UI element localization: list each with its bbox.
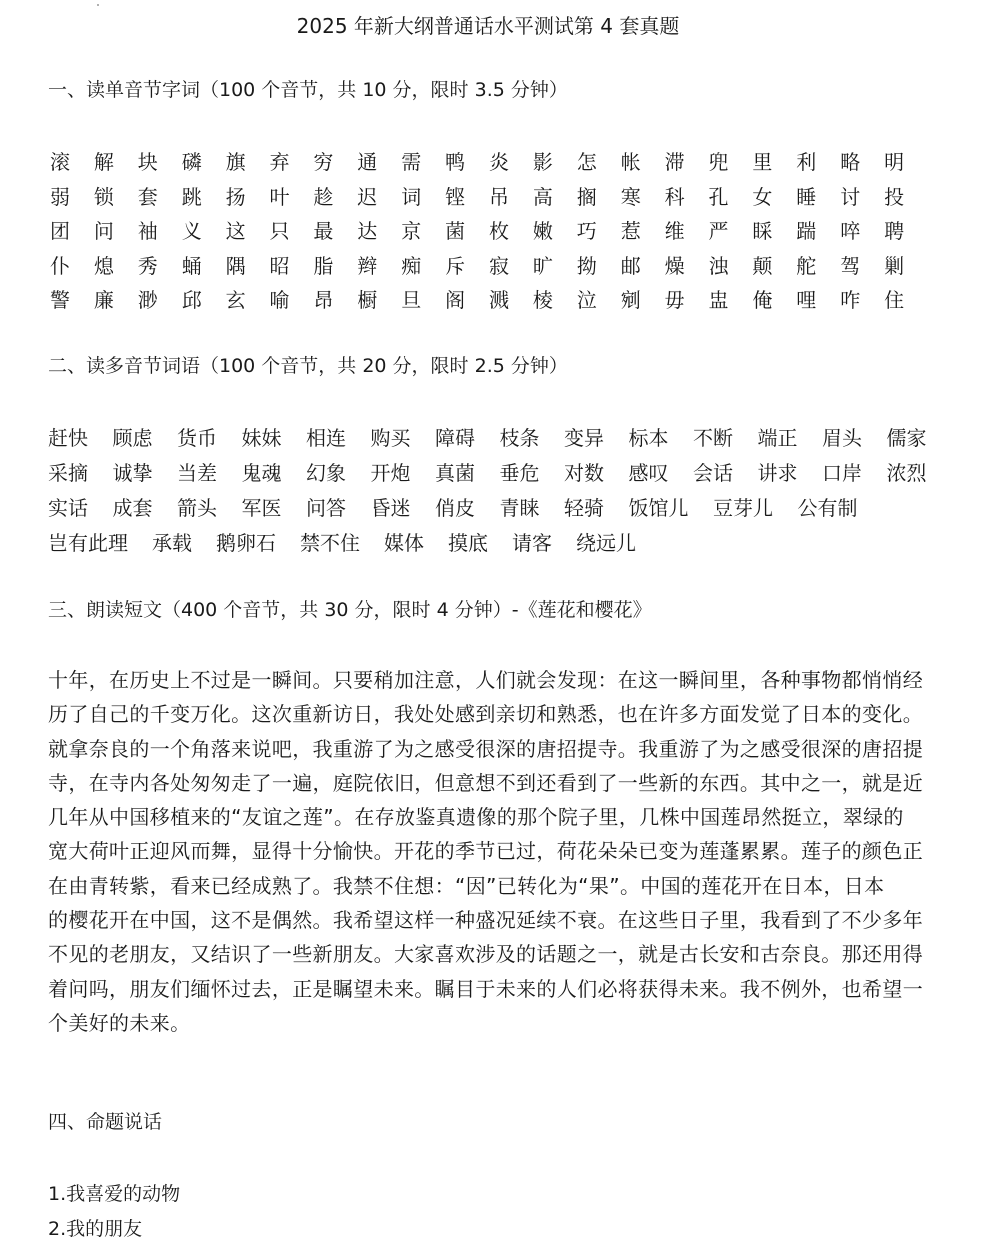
syllable-char: 寂 bbox=[489, 253, 509, 278]
passage-line: 不见的老朋友，又结识了一些新朋友。大家喜欢涉及的话题之一，就是古长安和古奈良。那还用得 bbox=[48, 942, 924, 967]
passage-line: 十年，在历史上不过是一瞬间。只要稍加注意，人们就会发现：在这一瞬间里，各种事物都悄悄经 bbox=[48, 668, 924, 692]
passage-line: 历了自己的千变万化。这次重新访日，我处处感到亲切和熟悉，也在许多方面发觉了日本的变化。 bbox=[48, 702, 924, 727]
section1-heading: 一、读单音节字词（100 个音节，共 10 分，限时 3.5 分钟） bbox=[48, 79, 568, 101]
syllable-char: 燥 bbox=[664, 253, 685, 278]
syllable-char: 旷 bbox=[532, 253, 553, 278]
syllable-char: 鸭 bbox=[445, 150, 466, 174]
vocab-word: 采摘 bbox=[48, 461, 88, 485]
passage-line: 的樱花开在中国，这不是偶然。我希望这样一种盛况延续不衰。在这些日子里，我看到了不少多年 bbox=[48, 908, 924, 933]
syllable-char: 兜 bbox=[708, 150, 729, 174]
word-row bbox=[48, 459, 951, 494]
syllable-char: 昂 bbox=[313, 288, 334, 313]
syllable-char: 词 bbox=[401, 184, 422, 209]
syllable-char: 盅 bbox=[708, 288, 729, 313]
section3-heading: 三、朗读短文（400 个音节，共 30 分，限时 4 分钟）-《莲花和樱花》 bbox=[48, 599, 652, 621]
syllable-char: 嫩 bbox=[532, 219, 553, 244]
vocab-word: 问答 bbox=[306, 496, 346, 520]
vocab-word: 箭头 bbox=[177, 496, 217, 520]
vocab-word: 变异 bbox=[564, 426, 604, 450]
syllable-char: 套 bbox=[137, 184, 158, 209]
syllable-char: 只 bbox=[269, 219, 290, 244]
vocab-word: 摸底 bbox=[448, 531, 488, 555]
syllable-char: 女 bbox=[752, 184, 773, 209]
vocab-word: 请客 bbox=[512, 531, 552, 555]
syllable-char: 袖 bbox=[137, 219, 158, 244]
syllable-char: 蛹 bbox=[181, 253, 202, 278]
syllable-char: 住 bbox=[884, 288, 905, 313]
vocab-word: 枝条 bbox=[499, 426, 540, 450]
syllable-char: 啐 bbox=[840, 219, 861, 244]
scan-dot bbox=[97, 4, 99, 6]
syllable-char: 旦 bbox=[401, 288, 422, 313]
syllable-char: 寒 bbox=[620, 184, 641, 209]
syllable-char: 吊 bbox=[489, 184, 509, 209]
syllable-char: 科 bbox=[664, 184, 685, 209]
syllable-char: 达 bbox=[357, 219, 378, 244]
syllable-char: 京 bbox=[401, 219, 422, 244]
passage-line: 几年从中国移植来的“友谊之莲”。在存放鉴真遗像的那个院子里，几株中国莲昂然挺立，翠绿的 bbox=[48, 805, 904, 830]
syllable-char: 玄 bbox=[225, 288, 246, 313]
vocab-word: 妹妹 bbox=[241, 426, 282, 450]
syllable-char: 严 bbox=[708, 219, 729, 244]
syllable-char: 锁 bbox=[93, 184, 114, 209]
syllable-char: 需 bbox=[401, 150, 422, 174]
syllable-char: 隅 bbox=[225, 253, 246, 278]
syllable-char: 投 bbox=[884, 184, 905, 209]
vocab-word: 对数 bbox=[564, 461, 604, 485]
syllable-char: 迟 bbox=[357, 184, 378, 209]
syllable-char: 熄 bbox=[93, 253, 114, 278]
syllable-char: 毋 bbox=[664, 288, 685, 313]
vocab-word: 军医 bbox=[241, 496, 282, 520]
reading-passage bbox=[48, 663, 932, 1040]
word-row bbox=[48, 494, 951, 529]
syllable-char: 邮 bbox=[620, 253, 641, 278]
syllable-char: 仆 bbox=[50, 253, 70, 278]
vocab-word: 垂危 bbox=[499, 461, 540, 485]
syllable-char: 秀 bbox=[137, 253, 158, 278]
vocab-word: 感叹 bbox=[628, 461, 669, 485]
syllable-char: 弃 bbox=[269, 150, 290, 174]
vocab-word: 顾虑 bbox=[112, 426, 153, 450]
section2-heading: 二、读多音节词语（100 个音节，共 20 分，限时 2.5 分钟） bbox=[48, 355, 568, 377]
syllable-char: 睬 bbox=[752, 219, 773, 244]
speaking-topic-2: 2.我的朋友 bbox=[48, 1218, 143, 1240]
page-title: 2025 年新大纲普通话水平测试第 4 套真题 bbox=[296, 14, 680, 38]
syllable-char: 弱 bbox=[50, 184, 70, 209]
syllable-char: 颠 bbox=[752, 253, 773, 278]
vocab-word: 实话 bbox=[48, 496, 88, 520]
syllable-char: 咋 bbox=[840, 288, 861, 313]
vocab-word: 端正 bbox=[757, 426, 798, 450]
vocab-word: 障碍 bbox=[435, 426, 475, 450]
syllable-char: 惹 bbox=[620, 219, 641, 244]
vocab-word: 讲求 bbox=[757, 461, 798, 485]
syllable-char: 磷 bbox=[181, 150, 202, 174]
syllable-char: 橱 bbox=[357, 288, 378, 313]
syllable-char: 维 bbox=[664, 219, 685, 244]
vocab-word: 俏皮 bbox=[435, 496, 475, 520]
syllable-char: 驾 bbox=[840, 253, 861, 278]
vocab-word: 儒家 bbox=[886, 426, 927, 450]
vocab-word: 赶快 bbox=[48, 426, 88, 450]
syllable-char: 喻 bbox=[269, 288, 290, 313]
syllable-char: 炎 bbox=[489, 150, 509, 174]
syllable-char: 脂 bbox=[313, 253, 334, 278]
vocab-word: 鬼魂 bbox=[241, 461, 282, 485]
syllable-char: 影 bbox=[532, 150, 553, 174]
word-row bbox=[48, 529, 951, 564]
vocab-word: 开炮 bbox=[370, 461, 411, 485]
syllable-char: 辫 bbox=[357, 253, 378, 278]
vocab-word: 标本 bbox=[628, 426, 669, 450]
syllable-char: 高 bbox=[532, 184, 553, 209]
syllable-char: 帐 bbox=[620, 150, 641, 174]
syllable-char: 阁 bbox=[445, 288, 466, 313]
syllable-char: 哩 bbox=[796, 288, 817, 313]
syllable-char: 舵 bbox=[796, 253, 817, 278]
vocab-word: 货币 bbox=[177, 426, 217, 450]
syllable-char: 巧 bbox=[576, 219, 597, 244]
vocab-word: 轻骑 bbox=[564, 496, 604, 520]
syllable-char: 邱 bbox=[181, 288, 202, 313]
vocab-word: 当差 bbox=[177, 461, 217, 485]
vocab-word: 诚挚 bbox=[112, 461, 153, 485]
vocab-word: 绕远儿 bbox=[576, 531, 636, 555]
vocab-word: 不断 bbox=[693, 426, 733, 450]
syllable-char: 这 bbox=[225, 219, 246, 244]
vocab-word: 眉头 bbox=[822, 426, 862, 450]
passage-line: 寺，在寺内各处匆匆走了一遍，庭院依旧，但意想不到还看到了一些新的东西。其中之一，就是近 bbox=[48, 770, 924, 795]
syllable-char: 痴 bbox=[401, 253, 422, 278]
vocab-word: 购买 bbox=[370, 426, 411, 450]
vocab-word: 饭馆儿 bbox=[628, 496, 689, 520]
syllable-char: 昭 bbox=[269, 253, 290, 278]
speaking-topic-1: 1.我喜爱的动物 bbox=[48, 1183, 181, 1205]
syllable-char: 滞 bbox=[664, 150, 685, 174]
word-row bbox=[48, 424, 951, 459]
vocab-word: 真菌 bbox=[435, 461, 475, 485]
syllable-char: 讨 bbox=[840, 184, 861, 209]
vocab-word: 口岸 bbox=[822, 461, 862, 485]
syllable-char: 扬 bbox=[225, 184, 246, 209]
syllable-char: 菌 bbox=[445, 219, 466, 244]
syllable-char: 跳 bbox=[181, 184, 202, 209]
vocab-word: 相连 bbox=[306, 426, 346, 450]
passage-line: 在由青转紫，看来已经成熟了。我禁不住想：“因”已转化为“果”。中国的莲花开在日本，日本 bbox=[48, 873, 885, 898]
syllable-char: 廉 bbox=[93, 288, 114, 313]
syllable-char: 渺 bbox=[137, 288, 158, 313]
section4-heading: 四、命题说话 bbox=[48, 1111, 163, 1133]
vocab-word: 青睐 bbox=[499, 496, 540, 520]
vocab-word: 媒体 bbox=[384, 531, 424, 555]
syllable-char: 怎 bbox=[576, 150, 597, 174]
syllable-char: 利 bbox=[796, 150, 817, 174]
vocab-word: 公有制 bbox=[797, 496, 858, 520]
syllable-char: 睡 bbox=[796, 184, 817, 209]
vocab-word: 禁不住 bbox=[300, 531, 360, 555]
vocab-word: 会话 bbox=[693, 461, 733, 485]
syllable-char: 团 bbox=[50, 219, 70, 244]
syllable-char: 枚 bbox=[489, 219, 509, 244]
passage-line: 个美好的未来。 bbox=[48, 1010, 191, 1035]
syllable-char: 义 bbox=[181, 219, 202, 244]
syllable-char: 棱 bbox=[532, 288, 553, 313]
syllable-char: 搁 bbox=[576, 184, 597, 209]
syllable-char: 孔 bbox=[708, 184, 729, 209]
syllable-char: 滚 bbox=[50, 150, 70, 174]
syllable-char: 俺 bbox=[752, 288, 773, 313]
syllable-char: 警 bbox=[50, 288, 70, 313]
passage-line: 着问吗，朋友们缅怀过去，正是瞩望未来。瞩目于未来的人们必将获得未来。我不例外，也希望一 bbox=[48, 976, 924, 1001]
syllable-char: 略 bbox=[840, 150, 861, 174]
syllable-char: 解 bbox=[93, 150, 114, 174]
syllable-char: 穷 bbox=[313, 150, 334, 174]
syllable-char: 块 bbox=[137, 150, 158, 174]
vocab-word: 岂有此理 bbox=[48, 531, 128, 555]
vocab-word: 承载 bbox=[152, 531, 192, 555]
syllable-char: 通 bbox=[357, 150, 378, 174]
passage-line: 宽大荷叶正迎风而舞，显得十分愉快。开花的季节已过，荷花朵朵已变为莲蓬累累。莲子的颜色正 bbox=[48, 839, 924, 864]
syllable-char: 拗 bbox=[576, 253, 597, 278]
syllable-char: 溅 bbox=[489, 288, 509, 313]
passage-line: 就拿奈良的一个角落来说吧，我重游了为之感受很深的唐招提寺。我重游了为之感受很深的唐招提 bbox=[48, 736, 924, 761]
vocab-word: 幻象 bbox=[306, 461, 346, 485]
syllable-char: 趁 bbox=[313, 184, 334, 209]
syllable-char: 踹 bbox=[796, 219, 817, 244]
syllable-char: 里 bbox=[752, 150, 773, 174]
multi-syllable-grid bbox=[48, 424, 951, 564]
syllable-char: 叶 bbox=[269, 184, 290, 209]
syllable-char: 剜 bbox=[620, 288, 641, 313]
syllable-char: 浊 bbox=[708, 253, 729, 278]
vocab-word: 浓烈 bbox=[886, 461, 927, 485]
syllable-char: 问 bbox=[93, 219, 114, 244]
syllable-char: 明 bbox=[884, 150, 905, 174]
vocab-word: 成套 bbox=[112, 496, 153, 520]
syllable-char: 最 bbox=[313, 219, 334, 244]
vocab-word: 鹅卵石 bbox=[216, 531, 276, 555]
syllable-char: 泣 bbox=[576, 288, 597, 313]
syllable-char: 剿 bbox=[884, 253, 905, 278]
syllable-char: 旗 bbox=[225, 150, 246, 174]
vocab-word: 豆芽儿 bbox=[713, 496, 773, 520]
syllable-char: 斥 bbox=[445, 253, 466, 278]
syllable-char: 聘 bbox=[884, 219, 905, 244]
syllable-char: 铿 bbox=[445, 184, 466, 209]
vocab-word: 昏迷 bbox=[370, 496, 411, 520]
